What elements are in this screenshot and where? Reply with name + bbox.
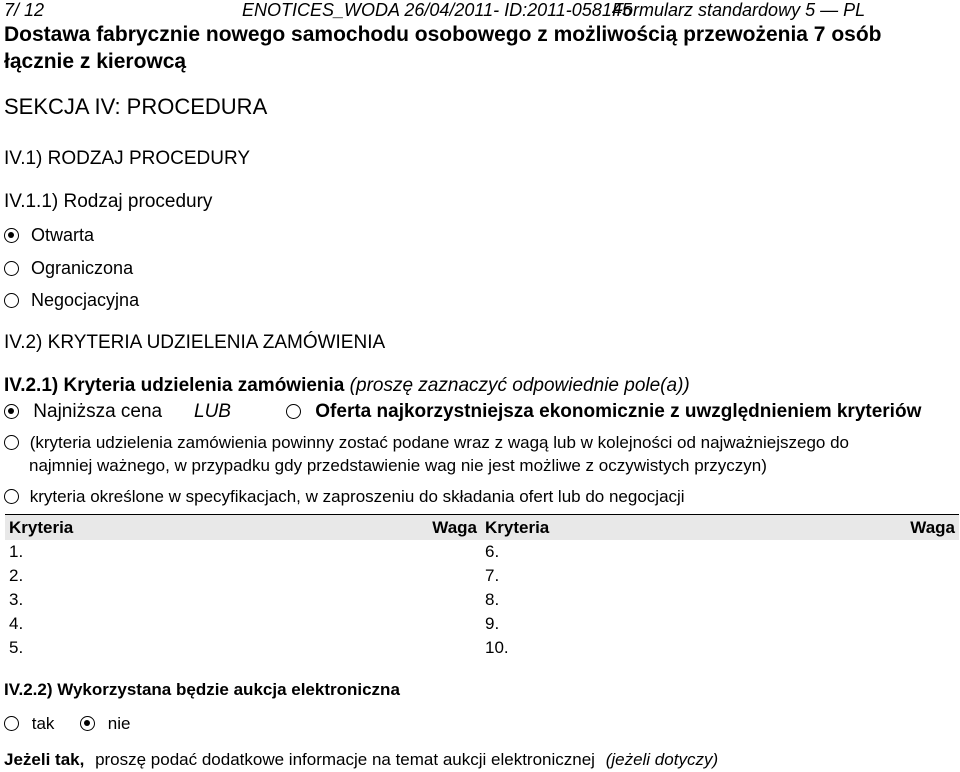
- radio-empty-icon[interactable]: [4, 716, 19, 731]
- row-number: 4.: [9, 614, 24, 633]
- row-number: 1.: [9, 542, 24, 561]
- radio-empty-icon[interactable]: [4, 261, 19, 276]
- option-criteria-order[interactable]: [4, 433, 849, 453]
- option-auction-no[interactable]: [80, 714, 130, 734]
- option-criteria-spec[interactable]: [4, 487, 685, 507]
- document-title: Dostawa fabrycznie nowego samochodu osobowego z możliwością przewożenia 7 osób łącznie z kierowcą: [4, 23, 882, 73]
- row-number: 2.: [9, 566, 24, 585]
- option-best-offer[interactable]: [286, 401, 921, 423]
- option-otwarta[interactable]: [4, 225, 94, 246]
- if-yes-text: proszę podać dodatkowe informacje na temat aukcji elektronicznej: [95, 750, 595, 769]
- subheading-note: (proszę zaznaczyć odpowiednie pole(a)): [349, 375, 690, 396]
- if-yes-label: Jeżeli tak,: [4, 750, 85, 769]
- option-label: Otwarta: [31, 225, 95, 245]
- award-criteria-heading: IV.2) KRYTERIA UDZIELENIA ZAMÓWIENIA: [4, 332, 386, 353]
- notice-id: ENOTICES_WODA 26/04/2011- ID:2011-058145: [242, 0, 632, 20]
- table-row: [5, 564, 959, 588]
- radio-selected-icon[interactable]: [80, 716, 95, 731]
- table-row: [5, 612, 959, 636]
- option-label: Negocjacyjna: [31, 290, 140, 310]
- table-header-row: [5, 515, 959, 541]
- lowest-price-label: Najniższa cena: [33, 401, 163, 422]
- row-number: 5.: [9, 638, 24, 657]
- radio-empty-icon[interactable]: [4, 435, 19, 450]
- col-kryteria-2: Kryteria: [481, 515, 861, 541]
- radio-selected-icon[interactable]: [4, 404, 19, 419]
- if-yes-note: (jeżeli dotyczy): [605, 750, 719, 769]
- form-type: Formularz standardowy 5 — PL: [612, 0, 866, 20]
- option-ograniczona[interactable]: [4, 258, 133, 279]
- radio-empty-icon[interactable]: [4, 489, 19, 504]
- row-number: 10.: [485, 638, 509, 657]
- radio-selected-icon[interactable]: [4, 228, 19, 243]
- criteria-spec-text: kryteria określone w specyfikacjach, w zaproszeniu do składania ofert lub do negocjacji: [29, 487, 685, 506]
- row-number: 8.: [485, 590, 500, 609]
- criteria-table: [5, 514, 959, 660]
- auction-heading: IV.2.2) Wykorzystana będzie aukcja elektroniczna: [4, 680, 400, 699]
- criteria-order-text-cont: najmniej ważnego, w przypadku gdy przedstawienie wag nie jest możliwe z oczywistych przyczyn): [29, 456, 767, 475]
- col-waga-2: Waga: [861, 515, 959, 541]
- option-auction-yes[interactable]: [4, 714, 54, 734]
- subheading-bold: IV.2.1) Kryteria udzielenia zamówienia: [4, 375, 345, 396]
- table-row: [5, 636, 959, 660]
- page-number: 7/ 12: [4, 0, 45, 20]
- auction-yes-label: tak: [31, 714, 55, 733]
- procedure-type-heading: IV.1) RODZAJ PROCEDURY: [4, 148, 250, 169]
- option-label: Ograniczona: [31, 258, 134, 278]
- section-heading: SEKCJA IV: PROCEDURA: [4, 94, 268, 119]
- criteria-order-text: (kryteria udzielenia zamówienia powinny zostać podane wraz z wagą lub w kolejności od najważniejszego do: [29, 433, 850, 452]
- or-label: LUB: [194, 401, 231, 422]
- option-negocjacyjna[interactable]: [4, 290, 139, 311]
- table-row: [5, 540, 959, 564]
- col-waga: Waga: [313, 515, 481, 541]
- row-number: 7.: [485, 566, 500, 585]
- row-number: 9.: [485, 614, 500, 633]
- radio-empty-icon[interactable]: [4, 293, 19, 308]
- row-number: 3.: [9, 590, 24, 609]
- procedure-type-subheading: IV.1.1) Rodzaj procedury: [4, 191, 213, 212]
- option-lowest-price[interactable]: [4, 401, 162, 423]
- auction-no-label: nie: [107, 714, 131, 733]
- col-kryteria: Kryteria: [5, 515, 313, 541]
- table-row: [5, 588, 959, 612]
- auction-info-line: [4, 750, 718, 770]
- row-number: 6.: [485, 542, 500, 561]
- award-criteria-subheading: [4, 375, 690, 397]
- radio-empty-icon[interactable]: [286, 404, 301, 419]
- best-offer-label: Oferta najkorzystniejsza ekonomicznie z uwzględnieniem kryteriów: [315, 401, 922, 422]
